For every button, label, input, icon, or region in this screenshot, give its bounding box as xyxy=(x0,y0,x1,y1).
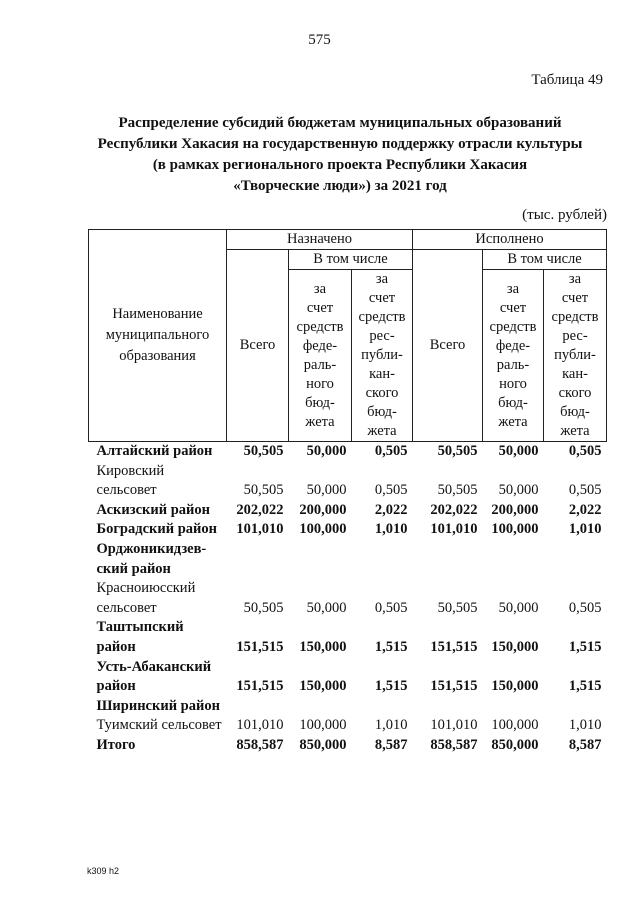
table-row xyxy=(89,716,607,736)
municipality-name: Туимский сельсовет xyxy=(96,717,222,734)
municipality-name: Красноиюсский сельсовет xyxy=(96,580,196,616)
header-executed-total: Всего xyxy=(413,250,483,442)
value-cell: 50,505 xyxy=(243,599,284,616)
table-row xyxy=(89,736,607,756)
value-cell xyxy=(289,697,352,717)
value-cell: 202,022 xyxy=(236,501,284,518)
table-label: Таблица 49 xyxy=(531,72,603,88)
header-federal-text: за счет средств феде- раль- ного бюд- жета xyxy=(489,280,537,430)
header-assigned-total: Всего xyxy=(227,250,289,442)
value-cell xyxy=(352,540,413,579)
header-republic-text: за счет средств рес- публи- кан- ского бюд- жета xyxy=(358,271,406,439)
value-cell: 50,000 xyxy=(498,443,539,459)
municipality-name: Таштыпский район xyxy=(96,619,184,655)
value-cell: 2,022 xyxy=(568,501,602,518)
title-line: Республики Хакасия на государственную поддержку отрасли культуры xyxy=(97,136,583,152)
municipality-name: Алтайский район xyxy=(96,443,213,459)
value-cell xyxy=(483,697,544,717)
value-cell: 850,000 xyxy=(299,736,347,753)
value-cell: 150,000 xyxy=(491,638,539,655)
subsidy-table xyxy=(88,229,607,756)
table-row xyxy=(89,520,607,540)
header-assigned-federal xyxy=(289,270,352,442)
value-cell: 1,010 xyxy=(374,521,408,538)
value-cell: 150,000 xyxy=(299,678,347,695)
value-cell: 8,587 xyxy=(374,736,408,753)
value-cell: 101,010 xyxy=(236,717,284,734)
municipality-name: Кировский сельсовет xyxy=(96,462,165,499)
value-cell xyxy=(413,540,483,579)
value-cell: 101,010 xyxy=(430,521,478,538)
units-label: (тыс. рублей) xyxy=(522,207,607,223)
title-line: Распределение субсидий бюджетам муниципальных образований xyxy=(118,115,562,131)
value-cell: 2,022 xyxy=(374,501,408,518)
value-cell xyxy=(413,697,483,717)
header-assigned-including: В том числе xyxy=(289,250,413,270)
value-cell: 202,022 xyxy=(430,501,478,518)
value-cell: 100,000 xyxy=(299,521,347,538)
header-executed-federal xyxy=(483,270,544,442)
value-cell: 50,505 xyxy=(437,599,478,616)
table-row xyxy=(89,658,607,697)
value-cell: 50,000 xyxy=(306,599,347,616)
document-title xyxy=(60,113,620,197)
value-cell: 0,505 xyxy=(568,599,602,616)
value-cell: 50,000 xyxy=(498,599,539,616)
page-number: 575 xyxy=(308,32,331,48)
value-cell: 1,515 xyxy=(374,678,408,695)
value-cell: 50,505 xyxy=(437,482,478,499)
value-cell: 50,000 xyxy=(306,443,347,459)
value-cell: 151,515 xyxy=(236,638,284,655)
value-cell xyxy=(483,540,544,579)
value-cell: 50,505 xyxy=(243,443,284,459)
value-cell: 0,505 xyxy=(374,599,408,616)
value-cell: 0,505 xyxy=(568,482,602,499)
footer-code: k309 h2 xyxy=(87,866,120,876)
table-row xyxy=(89,462,607,501)
value-cell: 101,010 xyxy=(236,521,284,538)
value-cell: 200,000 xyxy=(491,501,539,518)
table-row xyxy=(89,540,607,579)
value-cell: 50,000 xyxy=(306,482,347,499)
value-cell xyxy=(289,540,352,579)
title-line: «Творческие люди») за 2021 год xyxy=(233,178,447,194)
table-row xyxy=(89,442,607,462)
value-cell: 850,000 xyxy=(491,736,539,753)
value-cell: 858,587 xyxy=(430,736,478,753)
value-cell: 1,515 xyxy=(568,638,602,655)
value-cell: 0,505 xyxy=(374,482,408,499)
value-cell xyxy=(544,540,607,579)
municipality-name: Итого xyxy=(96,736,136,753)
value-cell xyxy=(227,540,289,579)
value-cell: 200,000 xyxy=(299,501,347,518)
value-cell: 858,587 xyxy=(236,736,284,753)
value-cell: 0,505 xyxy=(374,443,408,459)
value-cell: 1,010 xyxy=(568,521,602,538)
value-cell xyxy=(352,697,413,717)
table-body xyxy=(89,442,607,756)
municipality-name: Ширинский район xyxy=(96,697,220,714)
value-cell: 100,000 xyxy=(491,521,539,538)
title-line: (в рамках регионального проекта Республики Хакасия xyxy=(152,157,528,173)
value-cell: 50,505 xyxy=(243,482,284,499)
header-assigned-republic xyxy=(352,270,413,442)
value-cell: 50,000 xyxy=(498,482,539,499)
header-executed-including: В том числе xyxy=(483,250,607,270)
table-row xyxy=(89,501,607,521)
header-executed: Исполнено xyxy=(413,230,607,250)
value-cell xyxy=(544,697,607,717)
value-cell: 100,000 xyxy=(491,717,539,734)
value-cell: 1,515 xyxy=(568,678,602,695)
value-cell: 151,515 xyxy=(430,638,478,655)
table-row xyxy=(89,697,607,717)
value-cell: 1,010 xyxy=(568,717,602,734)
header-assigned: Назначено xyxy=(227,230,413,250)
value-cell: 150,000 xyxy=(491,678,539,695)
header-executed-republic xyxy=(544,270,607,442)
municipality-name: Аскизский район xyxy=(96,501,210,518)
table-row xyxy=(89,579,607,618)
value-cell: 101,010 xyxy=(430,717,478,734)
value-cell: 151,515 xyxy=(430,678,478,695)
value-cell: 1,515 xyxy=(374,638,408,655)
municipality-name: Орджоникидзев-ский район xyxy=(96,540,207,577)
value-cell: 151,515 xyxy=(236,678,284,695)
value-cell: 1,010 xyxy=(374,717,408,734)
value-cell: 8,587 xyxy=(568,736,602,753)
value-cell: 150,000 xyxy=(299,638,347,655)
header-name-column: Наименование муниципального образования xyxy=(89,230,227,442)
table-row xyxy=(89,618,607,657)
value-cell: 0,505 xyxy=(568,443,602,459)
municipality-name: Усть-Абаканский район xyxy=(96,658,212,695)
header-federal-text: за счет средств феде- раль- ного бюд- жета xyxy=(296,280,344,430)
municipality-name: Боградский район xyxy=(96,521,217,538)
value-cell xyxy=(227,697,289,717)
value-cell: 100,000 xyxy=(299,717,347,734)
header-republic-text: за счет средств рес- публи- кан- ского бюд- жета xyxy=(551,271,599,439)
value-cell: 50,505 xyxy=(437,443,478,459)
